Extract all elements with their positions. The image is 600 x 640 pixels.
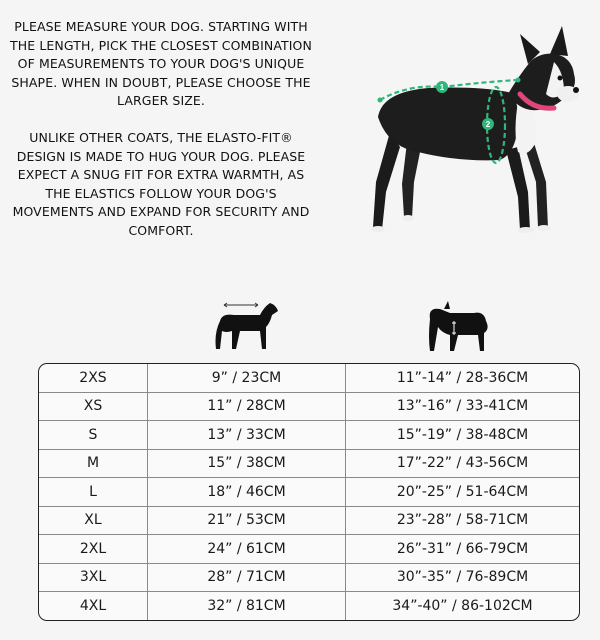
size-cell: 2XL xyxy=(39,535,148,563)
size-cell: XL xyxy=(39,507,148,535)
size-cell: M xyxy=(39,450,148,478)
dog-illustration xyxy=(371,26,579,233)
dog-measurement-diagram xyxy=(368,22,593,247)
length-cell: 18” / 46CM xyxy=(148,478,346,506)
size-cell: XS xyxy=(39,393,148,421)
dog-chest-icon xyxy=(424,297,494,353)
length-cell: 28” / 71CM xyxy=(148,564,346,592)
table-row xyxy=(39,393,579,422)
length-cell: 13” / 33CM xyxy=(148,421,346,449)
length-cell: 15” / 38CM xyxy=(148,450,346,478)
size-cell: L xyxy=(39,478,148,506)
table-row xyxy=(39,478,579,507)
chest-cell: 15”-19” / 38-48CM xyxy=(396,426,529,443)
chest-cell: 11”-14” / 28-36CM xyxy=(396,369,529,386)
table-row xyxy=(39,592,579,621)
dog-length-icon xyxy=(212,297,282,353)
chest-marker: 2 xyxy=(485,120,491,129)
size-chart-table xyxy=(38,363,580,621)
chest-cell: 23”-28” / 58-71CM xyxy=(396,512,529,529)
table-row xyxy=(39,421,579,450)
length-cell: 32” / 81CM xyxy=(148,592,346,621)
chest-cell: 13”-16” / 33-41CM xyxy=(396,398,529,415)
table-row xyxy=(39,564,579,593)
table-row xyxy=(39,364,579,393)
chest-cell: 20”-25” / 51-64CM xyxy=(396,483,529,500)
instructions-paragraph-1: PLEASE MEASURE YOUR DOG. STARTING WITH THE LENGTH, PICK THE CLOSEST COMBINATION OF MEASUREMENTS TO YOUR DOG'S UNIQUE SHAPE. WHEN IN DOUBT, PLEASE CHOOSE THE LARGER SIZE. xyxy=(10,19,312,109)
size-cell: S xyxy=(39,421,148,449)
table-row xyxy=(39,450,579,479)
table-row xyxy=(39,535,579,564)
chest-cell: 17”-22” / 43-56CM xyxy=(396,455,529,472)
size-cell: 4XL xyxy=(39,592,148,621)
instructions-paragraph-2: UNLIKE OTHER COATS, THE ELASTO-FIT® DESIGN IS MADE TO HUG YOUR DOG. PLEASE EXPECT A SNUG FIT FOR EXTRA WARMTH, AS THE ELASTICS FOLLOW YOUR DOG'S MOVEMENTS AND EXPAND FOR SECURITY AND COMFORT. xyxy=(12,129,310,238)
length-cell: 21” / 53CM xyxy=(148,507,346,535)
length-cell: 11” / 28CM xyxy=(148,393,346,421)
size-cell: 3XL xyxy=(39,564,148,592)
table-row xyxy=(39,507,579,536)
length-cell: 9” / 23CM xyxy=(148,364,346,392)
chest-cell: 26”-31” / 66-79CM xyxy=(396,540,529,557)
length-marker: 1 xyxy=(439,83,445,92)
size-cell: 2XS xyxy=(39,364,148,392)
chest-cell: 30”-35” / 76-89CM xyxy=(396,569,529,586)
measuring-instructions xyxy=(6,18,316,259)
chest-cell: 34”-40” / 86-102CM xyxy=(392,598,533,615)
length-cell: 24” / 61CM xyxy=(148,535,346,563)
